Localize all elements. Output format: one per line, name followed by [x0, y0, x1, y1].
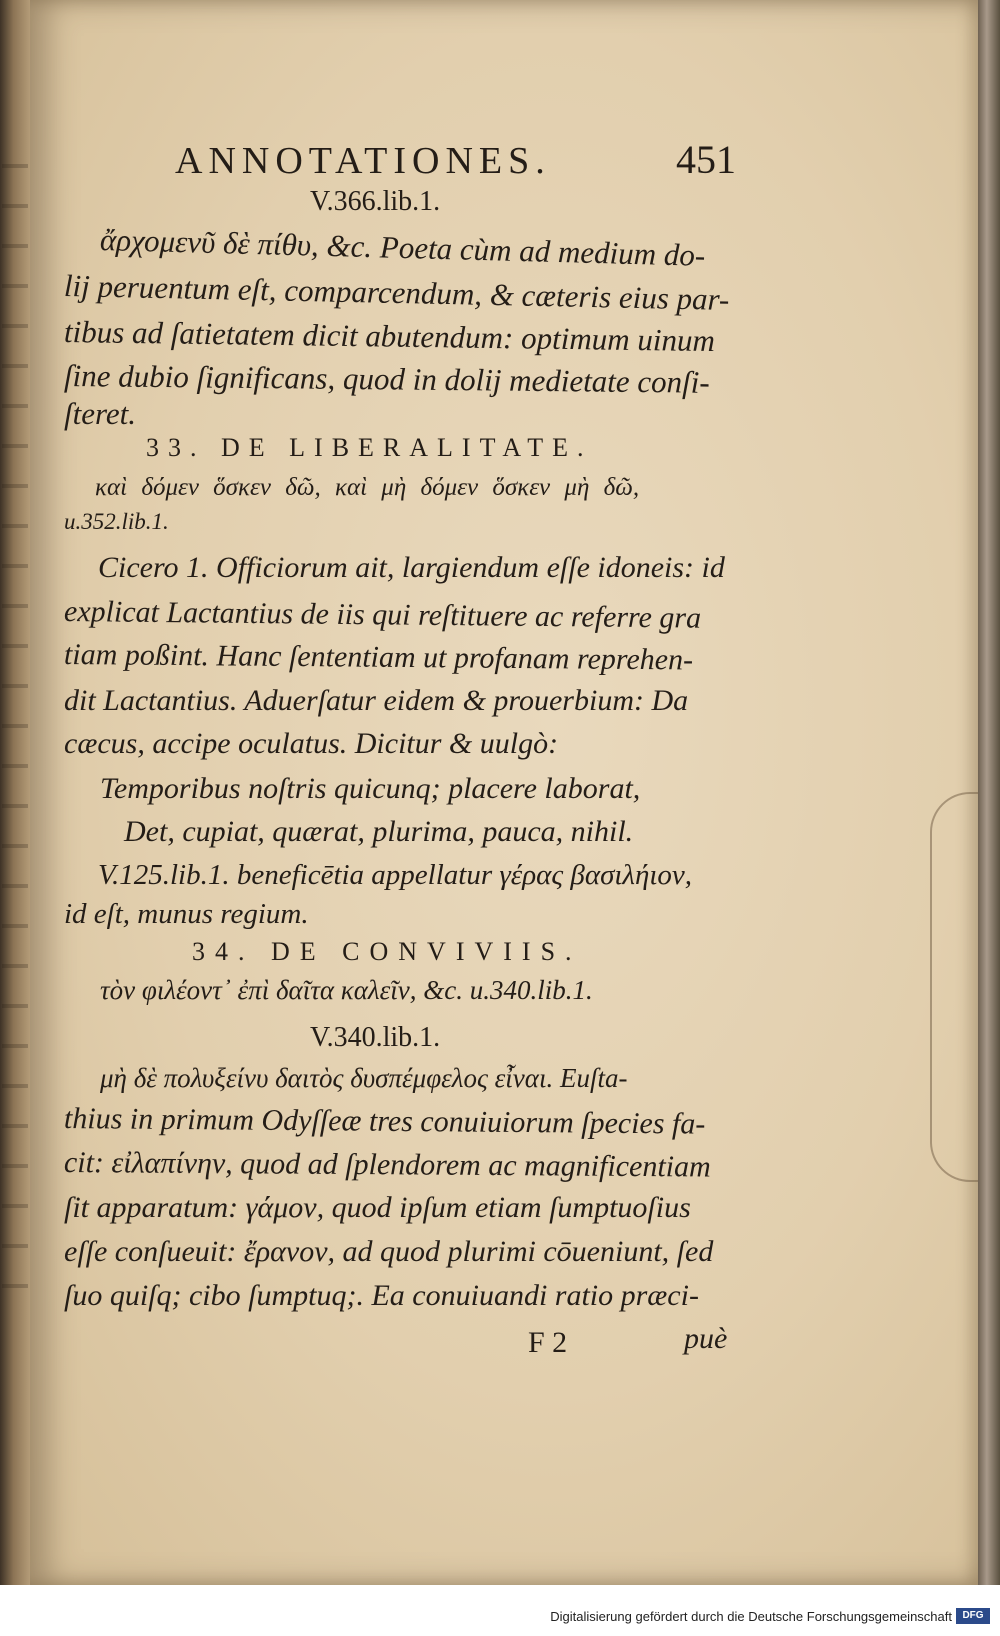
- text-line: ἄρχομενῦ δὲ πίθυ, &c. Poeta cùm ad medium do-: [99, 222, 706, 273]
- text-line: V.125.lib.1. beneficētia appellatur γέρας βασιλήιον,: [98, 859, 693, 891]
- text-line: explicat Lactantius de iis qui reſtituere ac referre gra: [63, 595, 702, 635]
- facing-page-text-fragments: [2, 150, 28, 1300]
- signature-mark: F 2: [528, 1326, 568, 1359]
- text-line: tiam poßint. Hanc ſententiam ut profanam reprehen-: [63, 638, 694, 677]
- text-line: lij peruentum eſt, comparcendum, & cæteris eius par-: [63, 268, 730, 317]
- section-heading: 34. DE CONVIVIIS.: [192, 937, 582, 966]
- verse-reference: V.366.lib.1.: [310, 186, 441, 217]
- greek-quotation: τὸν φιλέοντ᾽ ἐπὶ δαῖτα καλεῖν, &c. u.340.lib.1.: [100, 975, 593, 1005]
- page-clip: [930, 792, 978, 1182]
- text-line: Cicero 1. Officiorum ait, largiendum eſſe idoneis: id: [98, 551, 725, 584]
- text-line: ſuo quiſq; cibo ſumptuq;. Ea conuiuandi ratio præci-: [64, 1279, 699, 1312]
- text-line: ſine dubio ſignificans, quod in dolij medietate conſi-: [63, 358, 710, 400]
- verse-reference: u.352.lib.1.: [64, 509, 169, 534]
- dfg-logo: DFG: [956, 1608, 990, 1624]
- greek-line: μὴ δὲ πολυξείνυ δαιτὸς δυσπέμφελος εἶναι.: [100, 1063, 554, 1093]
- text-line: thius in primum Odyſſeæ tres conuiuiorum ſpecies fa-: [63, 1102, 706, 1141]
- text-line: ſit apparatum: γάμον, quod ipſum etiam ſumptuoſius: [64, 1191, 691, 1224]
- text-line: ſteret.: [64, 396, 137, 431]
- text-line: cit: εἰλαπίνην, quod ad ſplendorem ac magnificentiam: [63, 1146, 711, 1184]
- section-heading: 33. DE LIBERALITATE.: [146, 433, 593, 462]
- page-block-edge: [978, 0, 1000, 1585]
- text-line: cæcus, accipe oculatus. Dicitur & uulgò:: [64, 727, 559, 760]
- text-line: eſſe conſueuit: ἔρανον, ad quod plurimi cōueniunt, ſed: [64, 1235, 714, 1268]
- page-number: 451: [676, 137, 736, 182]
- text-line: tibus ad ſatietatem dicit abutendum: optimum uinum: [63, 314, 716, 359]
- verse-line: Det, cupiat, quærat, plurima, pauca, nihil.: [124, 815, 634, 848]
- funding-credit: Digitalisierung gefördert durch die Deutsche Forschungsgemeinschaft: [550, 1609, 952, 1624]
- greek-quotation: καὶ δόμεν ὅσκεν δῶ, καὶ μὴ δόμεν ὅσκεν μὴ δῶ,: [95, 474, 640, 501]
- verse-reference: V.340.lib.1.: [310, 1022, 441, 1053]
- greek-quotation: [100, 1063, 627, 1094]
- facing-page-edge: [0, 0, 30, 1585]
- verse-line: Temporibus noſtris quicunq; placere laborat,: [100, 772, 641, 805]
- running-header: ANNOTATIONES.: [175, 140, 551, 182]
- text-line: dit Lactantius. Aduerſatur eidem & prouerbium: Da: [64, 684, 689, 717]
- text-fragment: Euſta-: [559, 1063, 628, 1093]
- text-line: id eſt, munus regium.: [64, 898, 309, 930]
- catchword: puè: [684, 1322, 728, 1355]
